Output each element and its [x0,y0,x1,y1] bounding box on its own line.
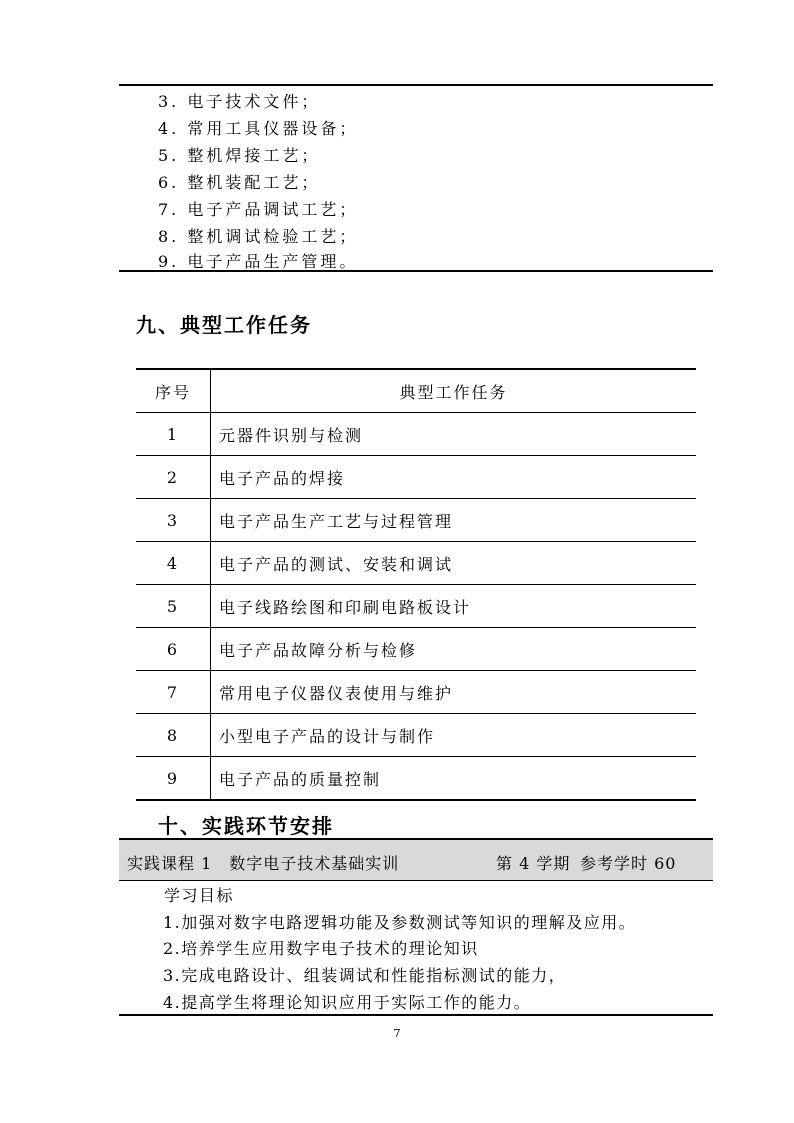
list-item: 9. 电子产品生产管理。 [158,252,359,271]
objective-item: 1.加强对数字电路逻辑功能及参数测试等知识的理解及应用。 [163,913,637,932]
row-task: 小型电子产品的设计与制作 [211,714,697,757]
column-header-task: 典型工作任务 [211,369,697,413]
row-number: 1 [136,413,211,456]
list-item: 3. 电子技术文件； [158,92,321,111]
list-item: 5. 整机焊接工艺； [158,146,321,165]
row-task: 常用电子仪器仪表使用与维护 [211,671,697,714]
list-item: 8. 整机调试检验工艺； [158,227,359,246]
row-number: 2 [136,456,211,499]
table-row [136,456,696,499]
objective-item: 2.培养学生应用数字电子技术的理论知识 [163,939,479,958]
row-task: 元器件识别与检测 [211,413,697,456]
table-row [136,499,696,542]
practice-semester: 第 4 学期 [496,854,571,873]
objective-item: 4.提高学生将理论知识应用于实际工作的能力。 [163,993,532,1012]
row-number: 9 [136,757,211,801]
list-item: 6. 整机装配工艺； [158,173,321,192]
table-row [136,585,696,628]
page-number: 7 [393,1027,401,1040]
row-number: 7 [136,671,211,714]
table-row [136,628,696,671]
table-row [136,413,696,456]
row-number: 6 [136,628,211,671]
row-number: 8 [136,714,211,757]
objectives-heading: 学习目标 [164,886,235,905]
typical-tasks-table [136,368,696,801]
list-item: 7. 电子产品调试工艺； [158,200,359,219]
row-number: 4 [136,542,211,585]
column-header-number: 序号 [136,369,211,413]
table-row [136,542,696,585]
table-row [136,757,696,801]
practice-course-name: 实践课程 1 数字电子技术基础实训 [127,854,400,873]
table-row [136,671,696,714]
objective-item: 3.完成电路设计、组装调试和性能指标测试的能力， [163,966,567,985]
practice-course-bar [119,838,713,881]
section-title-typical-tasks: 九、典型工作任务 [136,313,312,337]
row-task: 电子产品生产工艺与过程管理 [211,499,697,542]
row-number: 3 [136,499,211,542]
row-number: 5 [136,585,211,628]
row-task: 电子线路绘图和印刷电路板设计 [211,585,697,628]
learning-objectives [119,881,713,1016]
practice-hours: 参考学时 60 [580,854,677,873]
row-task: 电子产品的质量控制 [211,757,697,801]
table-header-row [136,369,696,413]
row-task: 电子产品的焊接 [211,456,697,499]
table-row [136,714,696,757]
row-task: 电子产品的测试、安装和调试 [211,542,697,585]
content-list-box [119,84,713,272]
list-item: 4. 常用工具仪器设备； [158,119,359,138]
section-title-practice: 十、实践环节安排 [158,814,334,838]
row-task: 电子产品故障分析与检修 [211,628,697,671]
